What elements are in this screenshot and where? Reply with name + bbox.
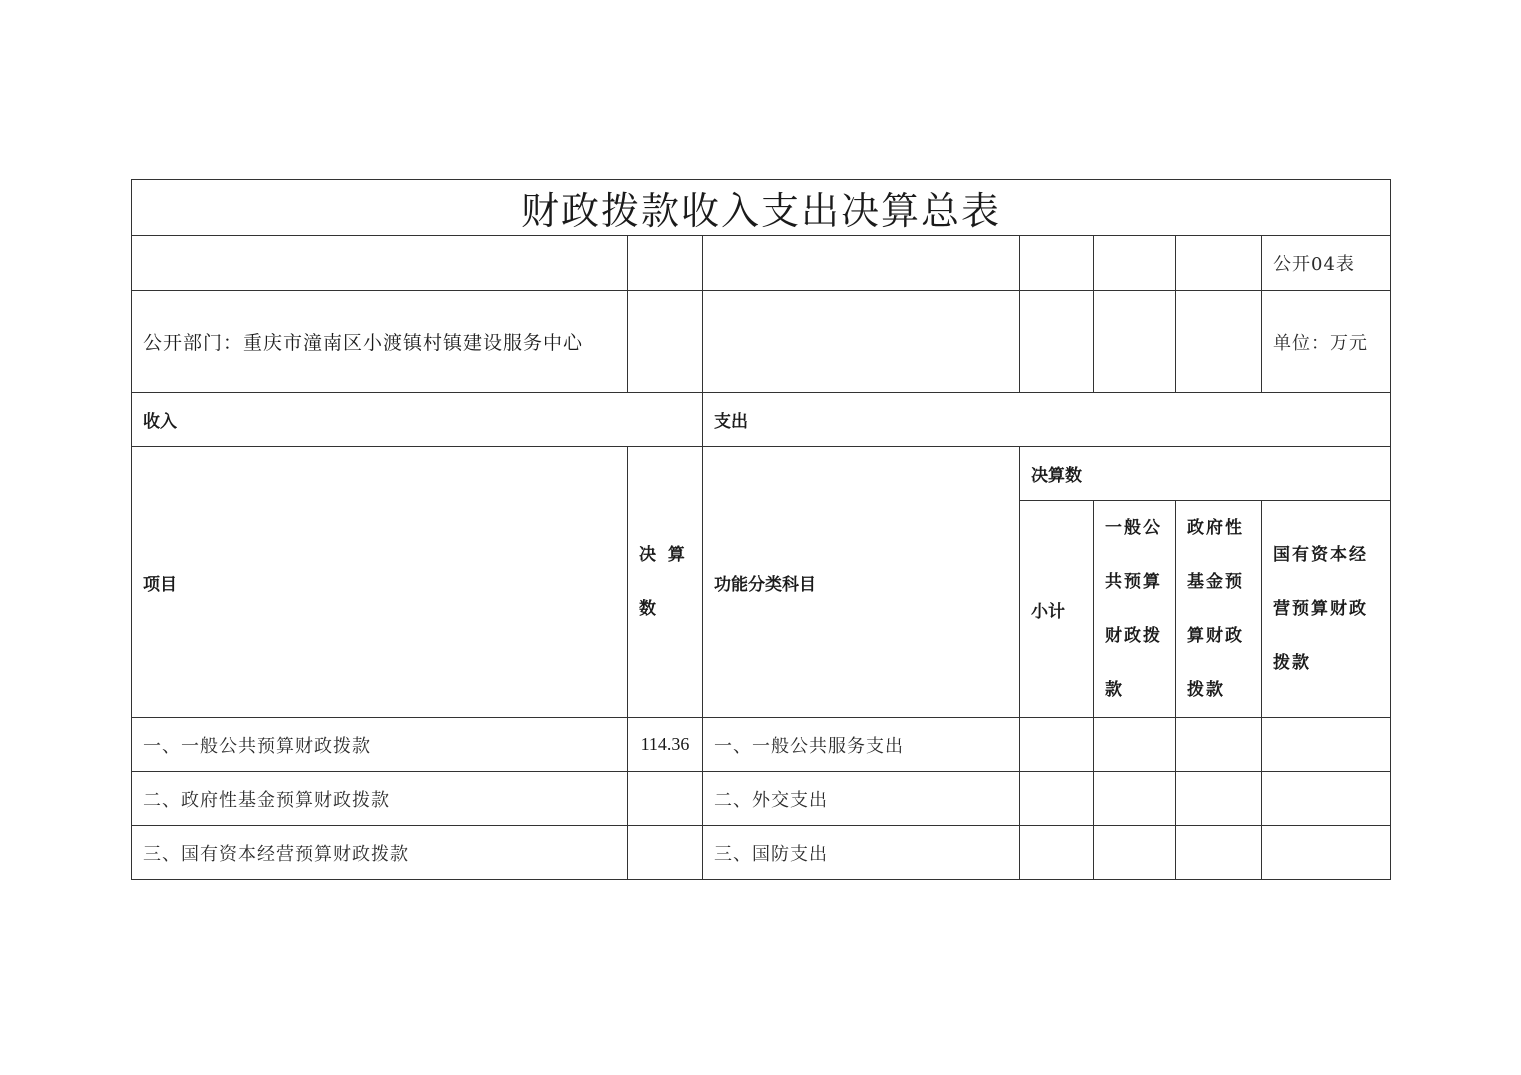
general-cell [1094, 826, 1176, 880]
gov-fund-header: 政府性基金预算财政拨款 [1176, 501, 1262, 718]
code-row [132, 236, 1391, 291]
empty-cell [1094, 236, 1176, 291]
unit-label: 单位：万元 [1262, 291, 1391, 393]
section-row [132, 393, 1391, 447]
subtotal-header: 小计 [1020, 501, 1094, 718]
income-amount: 114.36 [628, 718, 703, 772]
fund-cell [1176, 772, 1262, 826]
table-row [132, 826, 1391, 880]
capital-cell [1262, 826, 1391, 880]
expenditure-section-header: 支出 [703, 393, 1391, 447]
subtotal-cell [1020, 718, 1094, 772]
empty-cell [628, 236, 703, 291]
table-row [132, 772, 1391, 826]
empty-cell [703, 291, 1020, 393]
header-row-1 [132, 447, 1391, 501]
state-capital-header: 国有资本经营预算财政拨款 [1262, 501, 1391, 718]
expense-item: 二、外交支出 [703, 772, 1020, 826]
subtotal-cell [1020, 826, 1094, 880]
title-row [132, 180, 1391, 236]
fund-cell [1176, 826, 1262, 880]
subtotal-cell [1020, 772, 1094, 826]
empty-cell [1176, 291, 1262, 393]
income-item: 二、政府性基金预算财政拨款 [132, 772, 628, 826]
empty-cell [703, 236, 1020, 291]
income-section-header: 收入 [132, 393, 703, 447]
table-title: 财政拨款收入支出决算总表 [132, 180, 1391, 236]
general-public-header: 一般公共预算财政拨款 [1094, 501, 1176, 718]
empty-cell [1176, 236, 1262, 291]
item-header: 项目 [132, 447, 628, 718]
table-row [132, 718, 1391, 772]
empty-cell [1094, 291, 1176, 393]
empty-cell [628, 291, 703, 393]
capital-cell [1262, 718, 1391, 772]
department-label: 公开部门：重庆市潼南区小渡镇村镇建设服务中心 [132, 291, 628, 393]
income-item: 三、国有资本经营预算财政拨款 [132, 826, 628, 880]
fund-cell [1176, 718, 1262, 772]
empty-cell [1020, 236, 1094, 291]
budget-table [131, 179, 1391, 880]
income-amount [628, 826, 703, 880]
function-category-header: 功能分类科目 [703, 447, 1020, 718]
income-item: 一、一般公共预算财政拨款 [132, 718, 628, 772]
capital-cell [1262, 772, 1391, 826]
income-amount [628, 772, 703, 826]
expense-item: 一、一般公共服务支出 [703, 718, 1020, 772]
expense-item: 三、国防支出 [703, 826, 1020, 880]
general-cell [1094, 718, 1176, 772]
table-code: 公开04表 [1262, 236, 1391, 291]
juesuan-header: 决算数 [1020, 447, 1391, 501]
department-row [132, 291, 1391, 393]
general-cell [1094, 772, 1176, 826]
empty-cell [1020, 291, 1094, 393]
empty-cell [132, 236, 628, 291]
amount-header: 决 算 数 [628, 447, 703, 718]
